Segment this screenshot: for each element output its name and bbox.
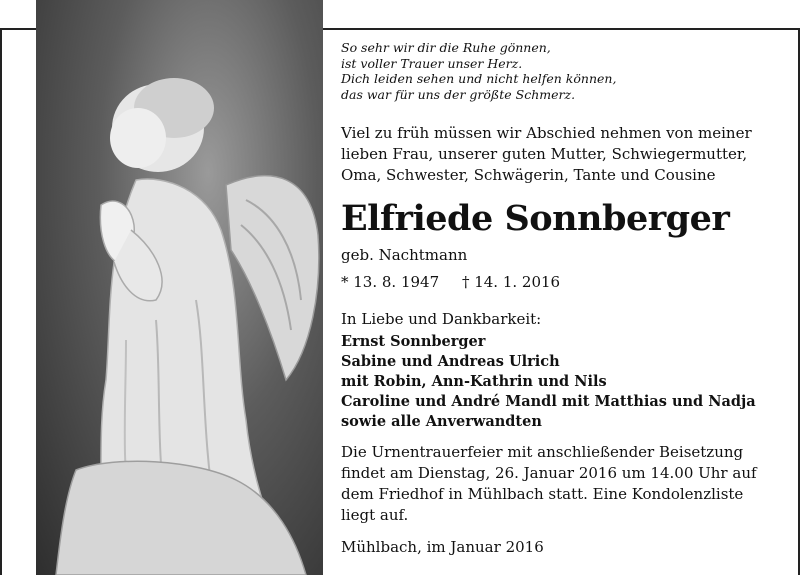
mourner-line: Ernst Sonnberger	[341, 333, 486, 350]
poem-line: So sehr wir dir die Ruhe gönnen,	[341, 40, 551, 55]
ceremony-details	[341, 442, 786, 526]
death-date: † 14. 1. 2016	[461, 273, 561, 291]
mourner-line: mit Robin, Ann-Kathrin und Nils	[341, 373, 607, 390]
ceremony-line: Die Urnentrauerfeier mit anschließender Beisetzung	[341, 443, 744, 461]
memorial-poem	[341, 40, 781, 102]
birth-name: geb. Nachtmann	[341, 246, 468, 264]
intro-line: Viel zu früh müssen wir Abschied nehmen von meiner	[341, 124, 752, 142]
mourners-heading: In Liebe und Dankbarkeit:	[341, 310, 542, 328]
frame-border-left	[0, 28, 2, 575]
poem-line: ist voller Trauer unser Herz.	[341, 55, 523, 71]
announcement-intro	[341, 123, 786, 186]
mourner-line: sowie alle Anverwandten	[341, 413, 542, 430]
birth-date: * 13. 8. 1947	[341, 273, 440, 291]
place-and-date: Mühlbach, im Januar 2016	[341, 538, 544, 556]
poem-line: das war für uns der größte Schmerz.	[341, 86, 576, 102]
angel-photo	[36, 0, 323, 575]
ceremony-line: findet am Dienstag, 26. Januar 2016 um 14.00 Uhr auf	[341, 464, 757, 482]
ceremony-line: dem Friedhof in Mühlbach statt. Eine Kondolenzliste	[341, 485, 744, 503]
mourner-line: Caroline und André Mandl mit Matthias und Nadja	[341, 393, 756, 410]
mourners-list	[341, 332, 786, 432]
life-dates	[341, 273, 578, 291]
deceased-name: Elfriede Sonnberger	[341, 198, 730, 239]
intro-line: lieben Frau, unserer guten Mutter, Schwiegermutter,	[341, 145, 748, 163]
poem-line: Dich leiden sehen und nicht helfen können,	[341, 71, 617, 86]
ceremony-line: liegt auf.	[341, 506, 409, 524]
mourner-line: Sabine und Andreas Ulrich	[341, 353, 560, 370]
angel-statue-illustration	[36, 0, 323, 575]
intro-line: Oma, Schwester, Schwägerin, Tante und Cousine	[341, 166, 716, 184]
